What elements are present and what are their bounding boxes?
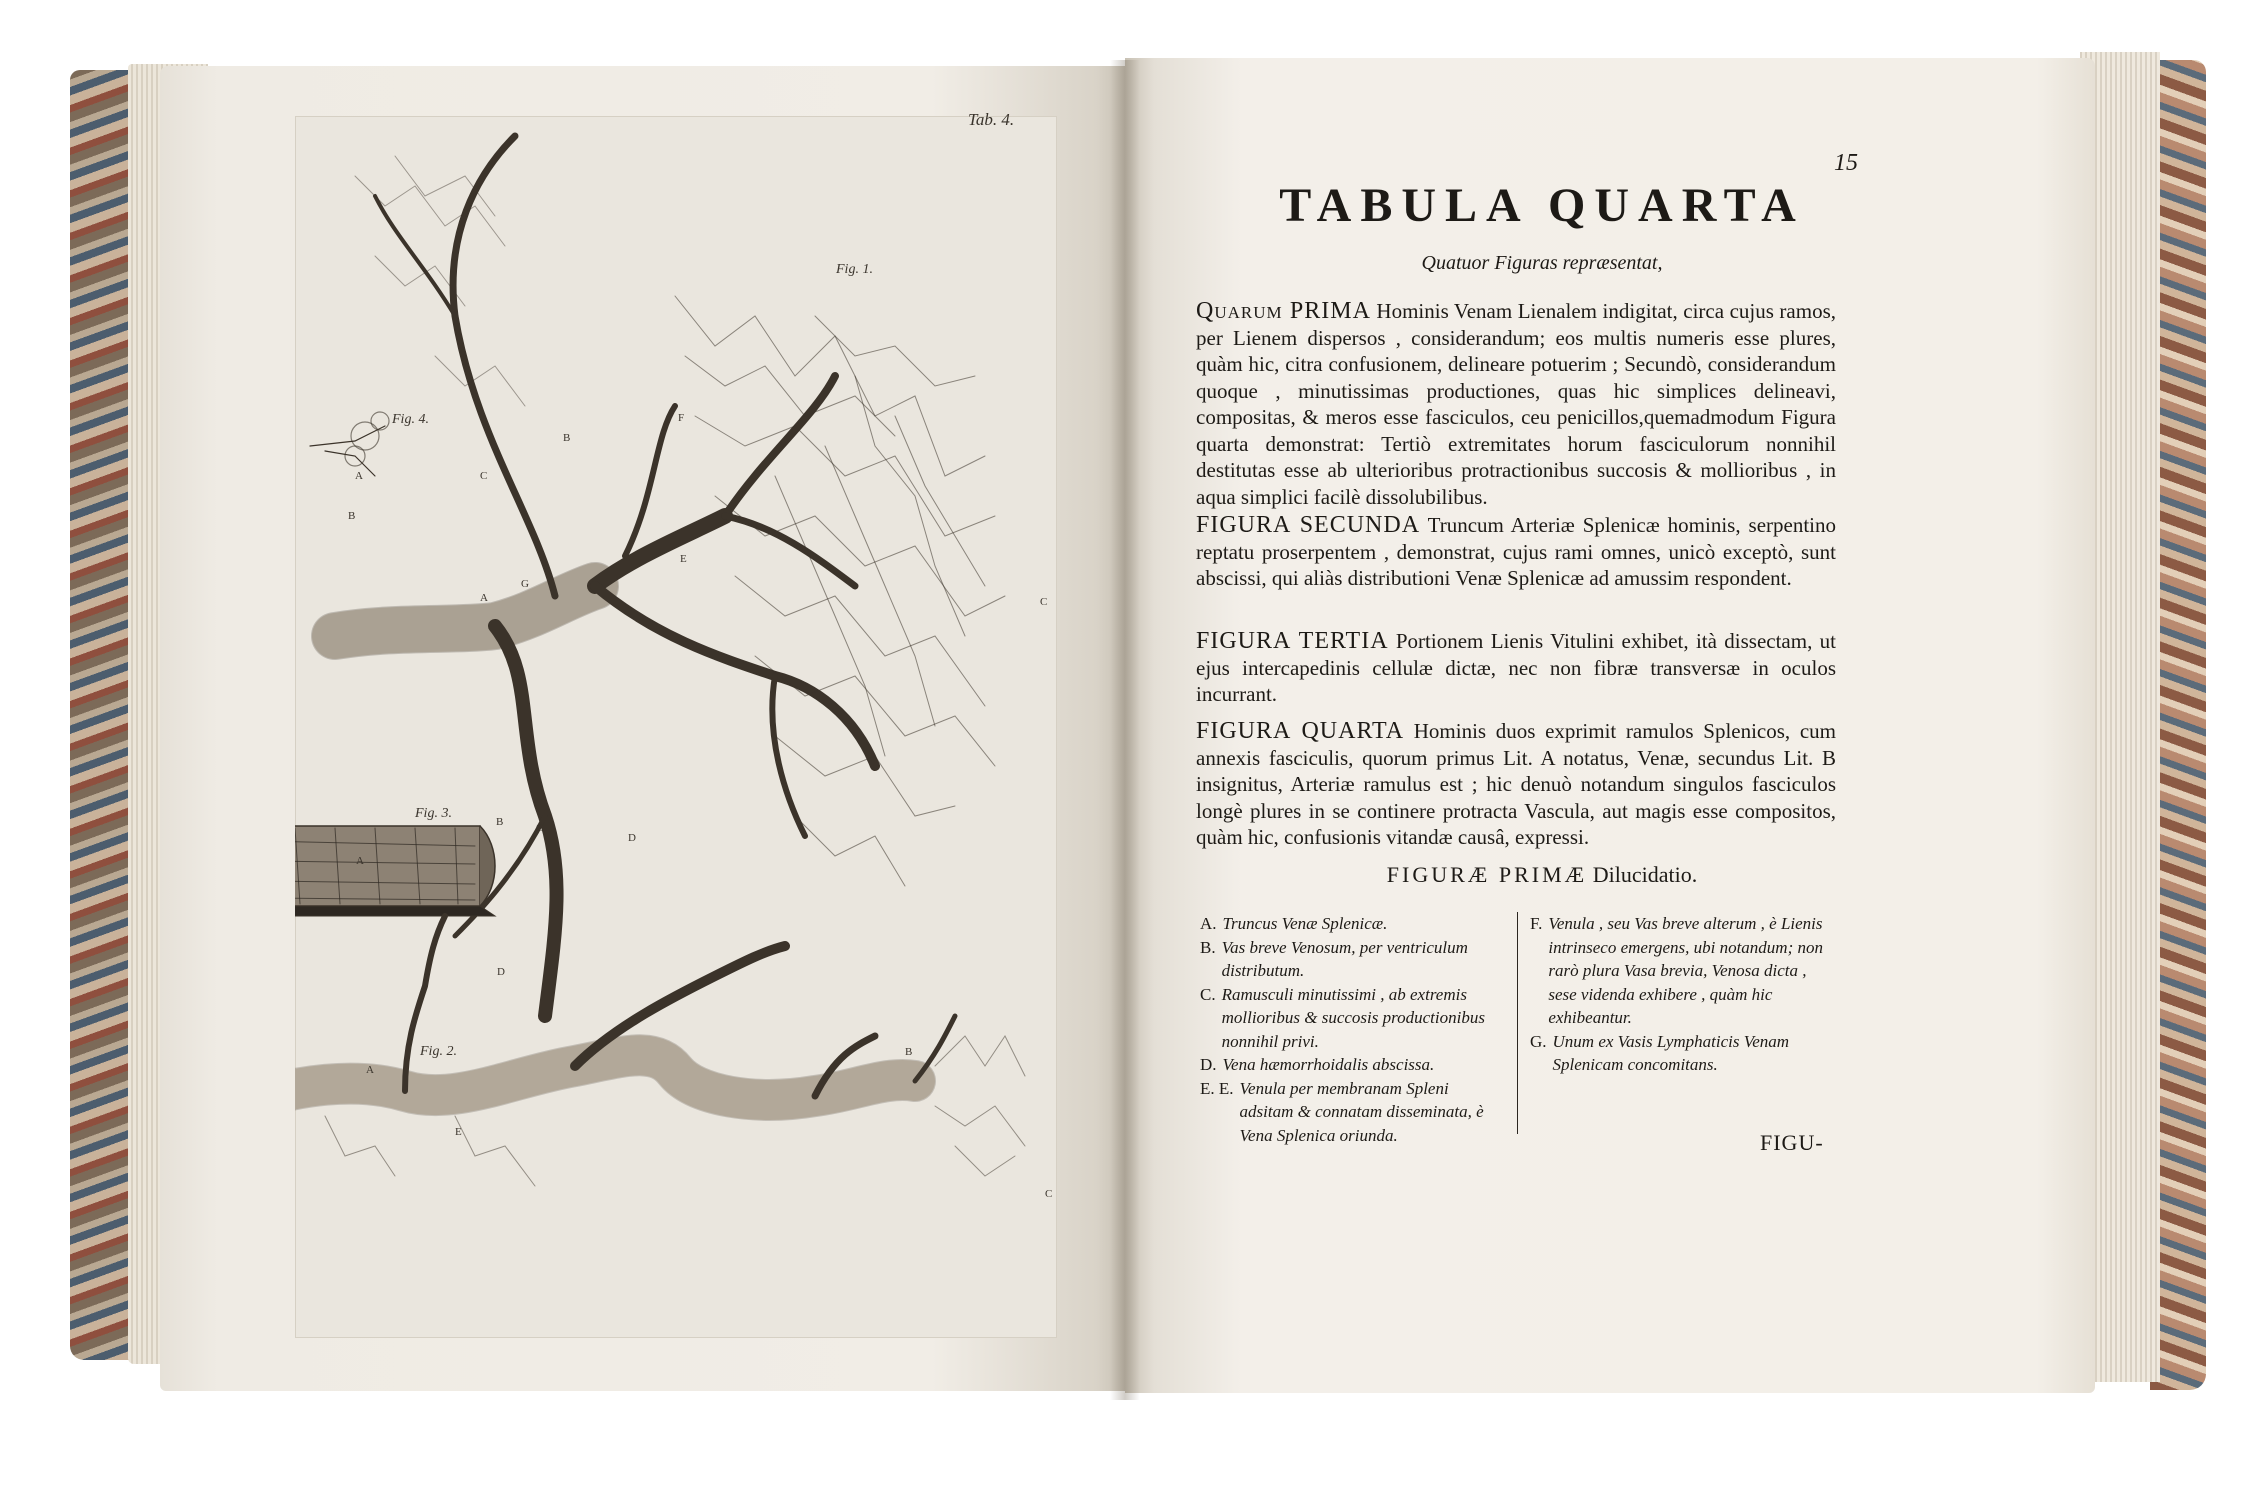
legend-item (1530, 912, 1830, 1030)
legend-text: Venula per membranam Spleni adsitam & connatam disseminata, è Vena Splenica oriunda. (1239, 1078, 1484, 1145)
fig4-letter-a: A (355, 470, 363, 482)
paragraph-text: Hominis Venam Lienalem indigitat, circa cujus ramos, per Lienem dispersos , considerandum; eos multis numeris esse plures, quàm hic, citra confusionem, delineare potuerim ; Secundò, considerandum quoque , minutissimas productiones, quas hic simplices delineavi, compositas, & meros esse fasciculos, ceu penicillos,quemadmodum Figura quarta demonstrat: Tertiò extremitates horum fasciculorum nonnihil destitutas esse ab ulterioribus protractionibus succosis & mollioribus , in aqua simplici facilè dissolubilibus. (1196, 299, 1836, 509)
plate-label: Tab. 4. (968, 110, 1015, 129)
fig1-letter-a: A (480, 592, 488, 604)
fig2-label: Fig. 2. (420, 1044, 457, 1059)
paragraph-quarta (1196, 718, 1836, 851)
paragraph-lead: Quarum PRIMA (1196, 298, 1371, 324)
fig4-letter-c: C (480, 470, 488, 482)
paragraph-secunda (1196, 512, 1836, 592)
legend-key: D. (1200, 1055, 1217, 1074)
fig3-label: Fig. 3. (415, 806, 452, 821)
fig3-section (295, 826, 495, 916)
fig3-letter-a: A (356, 855, 364, 867)
legend-key: G. (1530, 1031, 1547, 1051)
page-title: TABULA QUARTA (1279, 179, 1805, 232)
fig3-letter-b: B (496, 816, 504, 828)
legend-item (1200, 1053, 1505, 1077)
catchword: FIGU- (1760, 1130, 1824, 1155)
legend-heading-caps: FIGURÆ PRIMÆ (1386, 862, 1588, 887)
legend-text: Venula , seu Vas breve alterum , è Lienis intrinseco emergens, ubi notandum; non rarò plura Vasa brevia, Venosa dicta , sese videnda exhibere , quàm hic exhibeantur. (1548, 914, 1823, 1027)
book-gutter (1110, 60, 1140, 1400)
legend-heading-word: Dilucidatio. (1592, 862, 1698, 887)
legend-key: E. E. (1200, 1078, 1234, 1098)
fig4-label: Fig. 4. (392, 412, 429, 427)
fig1-letter-b: B (563, 432, 571, 444)
legend-item (1200, 1077, 1505, 1148)
fig1-letter-d: D (628, 832, 636, 844)
paragraph-tertia (1196, 628, 1836, 708)
legend-item (1200, 912, 1505, 936)
paragraph-prima (1196, 298, 1836, 510)
fig1-letter-f: F (678, 412, 685, 424)
fig3-letter-c: C (536, 822, 544, 834)
paragraph-lead: FIGURA SECUNDA (1196, 512, 1421, 538)
fig1-letter-e: E (680, 553, 687, 565)
marbled-cover-left (70, 70, 132, 1360)
legend-text: Vena hæmorrhoidalis abscissa. (1222, 1055, 1435, 1074)
fig2-letter-b: B (905, 1046, 913, 1058)
legend-column-right (1530, 912, 1830, 1077)
fig2-letter-a: A (366, 1064, 374, 1076)
paragraph-text: Truncum Arteriæ Splenicæ hominis, serpentino reptatu proserpentem , demonstrat, cujus rami omnes, unicò exceptò, sunt abscissi, qui aliàs distributioni Venæ Splenicæ ad amussim respondent. (1196, 513, 1836, 590)
fig1-letter-g: G (521, 578, 529, 590)
legend-key: B. (1200, 937, 1216, 957)
fig2-letter-e: E (455, 1126, 462, 1138)
legend-text: Ramusculi minutissimi , ab extremis mollioribus & succosis productionibus nonnihil privi. (1221, 984, 1485, 1051)
legend-key: C. (1200, 984, 1216, 1004)
legend-divider (1517, 912, 1518, 1134)
fig4-cluster (310, 412, 389, 476)
legend-key: A. (1200, 914, 1217, 933)
legend-key: F. (1530, 914, 1543, 933)
page-number: 15 (1834, 150, 1858, 176)
legend-text: Truncus Venæ Splenicæ. (1222, 914, 1388, 933)
legend-heading (1222, 862, 1862, 888)
legend-column-left (1200, 912, 1505, 1147)
legend-item (1200, 983, 1505, 1054)
legend-text: Vas breve Venosum, per ventriculum distributum. (1221, 937, 1468, 980)
fig1-label: Fig. 1. (836, 262, 873, 277)
fig1-letter-c: C (1040, 596, 1048, 608)
legend-item (1200, 936, 1505, 983)
legend-item (1530, 1030, 1830, 1077)
fig4-letter-b: B (348, 510, 356, 522)
paragraph-lead: FIGURA QUARTA (1196, 718, 1405, 744)
legend-text: Unum ex Vasis Lymphaticis Venam Splenicam concomitans. (1552, 1031, 1790, 1074)
page-subtitle: Quatuor Figuras repræsentat, (1421, 252, 1663, 274)
fig2-letter-d: D (497, 966, 505, 978)
anatomical-engraving (295, 116, 1055, 1336)
fig2-letter-c: C (1045, 1188, 1053, 1200)
paragraph-lead: FIGURA TERTIA (1196, 628, 1389, 654)
paragraph-text: Hominis duos exprimit ramulos Splenicos, cum annexis fasciculis, quorum primus Lit. A notatus, Venæ, secundus Lit. B insignitus, Arteriæ ramulus est ; hic denuò notandum singulos fasciculos longè plures in se continere protracta Vascula, aut magis esse compositos, quàm hic, confusionis vitandæ causâ, expressi. (1196, 719, 1836, 849)
paragraph-text: Portionem Lienis Vitulini exhibet, ità dissectam, ut ejus intercapedinis cellulæ dictæ, nec non fibræ transversæ in oculos incurrant. (1196, 629, 1836, 706)
